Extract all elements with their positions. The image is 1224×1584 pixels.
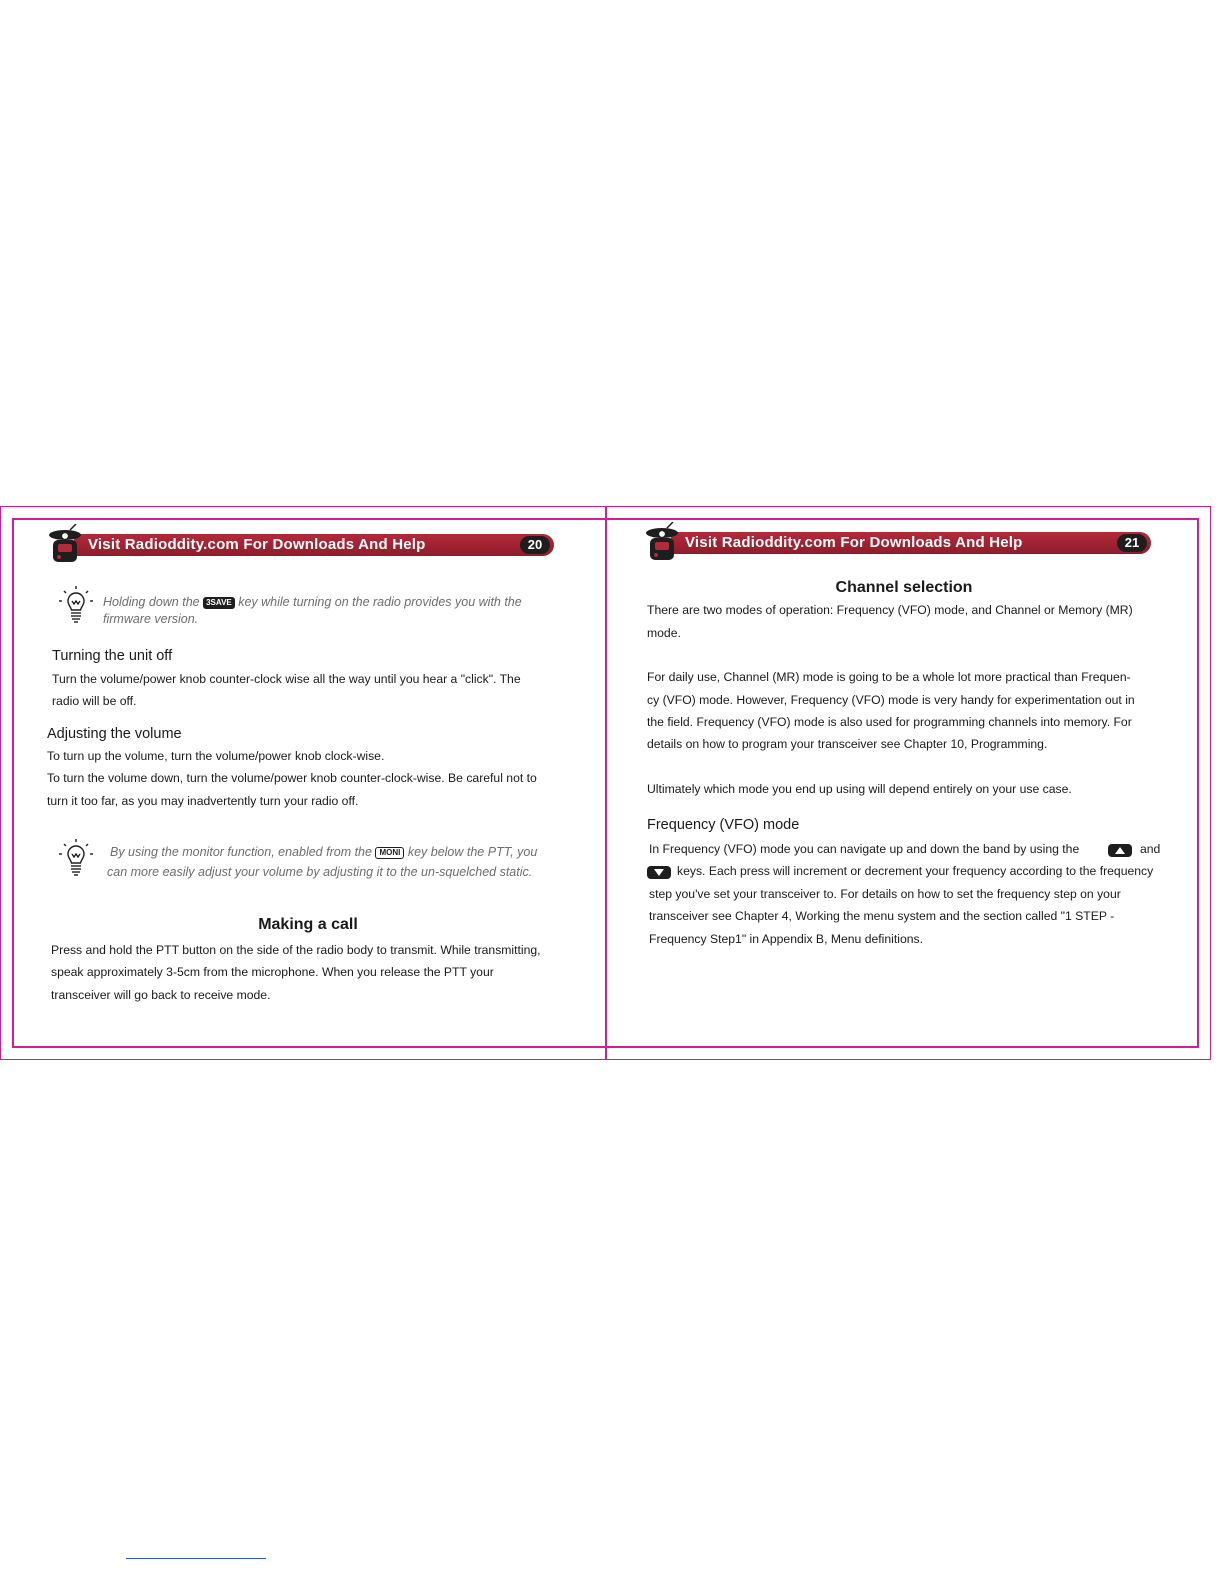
radio-mascot-icon xyxy=(48,524,84,564)
tip-monitor-line2: can more easily adjust your volume by adjusting it to the un-squelched static. xyxy=(107,865,533,879)
channel-p2-line1: For daily use, Channel (MR) mode is going to be a whole lot more practical than Frequen- xyxy=(647,670,1131,684)
volume-line2: To turn the volume down, turn the volume/power knob counter-clock-wise. Be careful not to xyxy=(47,771,537,785)
turning-off-line1: Turn the volume/power knob counter-clock wise all the way until you hear a "click". The xyxy=(52,672,521,686)
channel-p3-line1: Ultimately which mode you end up using will depend entirely on your use case. xyxy=(647,782,1072,796)
lightbulb-icon xyxy=(58,838,94,878)
channel-p2-line3: the field. Frequency (VFO) mode is also used for programming channels into memory. For xyxy=(647,715,1132,729)
channel-p1-line1: There are two modes of operation: Frequency (VFO) mode, and Channel or Memory (MR) xyxy=(647,603,1133,617)
tip-monitor-line1: By using the monitor function, enabled from the MONI key below the PTT, you xyxy=(110,845,538,859)
channel-p2-line4: details on how to program your transceiver see Chapter 10, Programming. xyxy=(647,737,1048,751)
vfo-line3: step you've set your transceiver to. For details on how to set the frequency step on your xyxy=(649,887,1121,901)
vfo-line1-and: and xyxy=(1140,842,1161,856)
tip-firmware-line1: Holding down the 3SAVE key while turning on the radio provides you with the xyxy=(103,595,522,609)
volume-line3: turn it too far, as you may inadvertently turn your radio off. xyxy=(47,794,359,808)
vfo-line2: keys. Each press will increment or decrement your frequency according to the frequency xyxy=(677,864,1154,878)
page-divider xyxy=(605,506,607,1060)
channel-p2-line2: cy (VFO) mode. However, Frequency (VFO) mode is very handy for experimentation out in xyxy=(647,693,1135,707)
lightbulb-icon xyxy=(58,585,94,625)
making-call-line1: Press and hold the PTT button on the side of the radio body to transmit. While transmitting, xyxy=(51,943,541,957)
vfo-line5: Frequency Step1" in Appendix B, Menu definitions. xyxy=(649,932,923,946)
making-call-line2: speak approximately 3-5cm from the microphone. When you release the PTT your xyxy=(51,965,494,979)
page-number: 20 xyxy=(520,536,550,554)
heading-channel-selection: Channel selection xyxy=(835,579,973,596)
vfo-line4: transceiver see Chapter 4, Working the menu system and the section called "1 STEP - xyxy=(649,909,1115,923)
heading-vfo-mode: Frequency (VFO) mode xyxy=(647,817,800,833)
up-arrow-key-icon xyxy=(1108,844,1132,857)
vfo-line1-text: In Frequency (VFO) mode you can navigate up and down the band by using the xyxy=(649,842,1080,856)
save-key-icon: 3SAVE xyxy=(203,597,235,609)
radio-mascot-icon xyxy=(645,522,681,562)
left-page-banner xyxy=(48,524,554,564)
footer-rule xyxy=(126,1558,266,1559)
tip-firmware-line2: firmware version. xyxy=(103,612,199,626)
channel-p1-line2: mode. xyxy=(647,626,681,640)
heading-making-call: Making a call xyxy=(258,916,358,933)
heading-turning-off: Turning the unit off xyxy=(52,648,173,664)
moni-key-icon: MONI xyxy=(375,847,404,859)
turning-off-line2: radio will be off. xyxy=(52,694,137,708)
volume-line1: To turn up the volume, turn the volume/power knob clock-wise. xyxy=(47,749,385,763)
page-number: 21 xyxy=(1117,534,1147,552)
banner-text: Visit Radioddity.com For Downloads And Help xyxy=(88,536,426,553)
right-page-banner xyxy=(645,522,1151,562)
making-call-line3: transceiver will go back to receive mode. xyxy=(51,988,271,1002)
heading-adjusting-volume: Adjusting the volume xyxy=(47,726,182,742)
down-arrow-key-icon xyxy=(647,866,671,879)
banner-text: Visit Radioddity.com For Downloads And Help xyxy=(685,534,1023,551)
